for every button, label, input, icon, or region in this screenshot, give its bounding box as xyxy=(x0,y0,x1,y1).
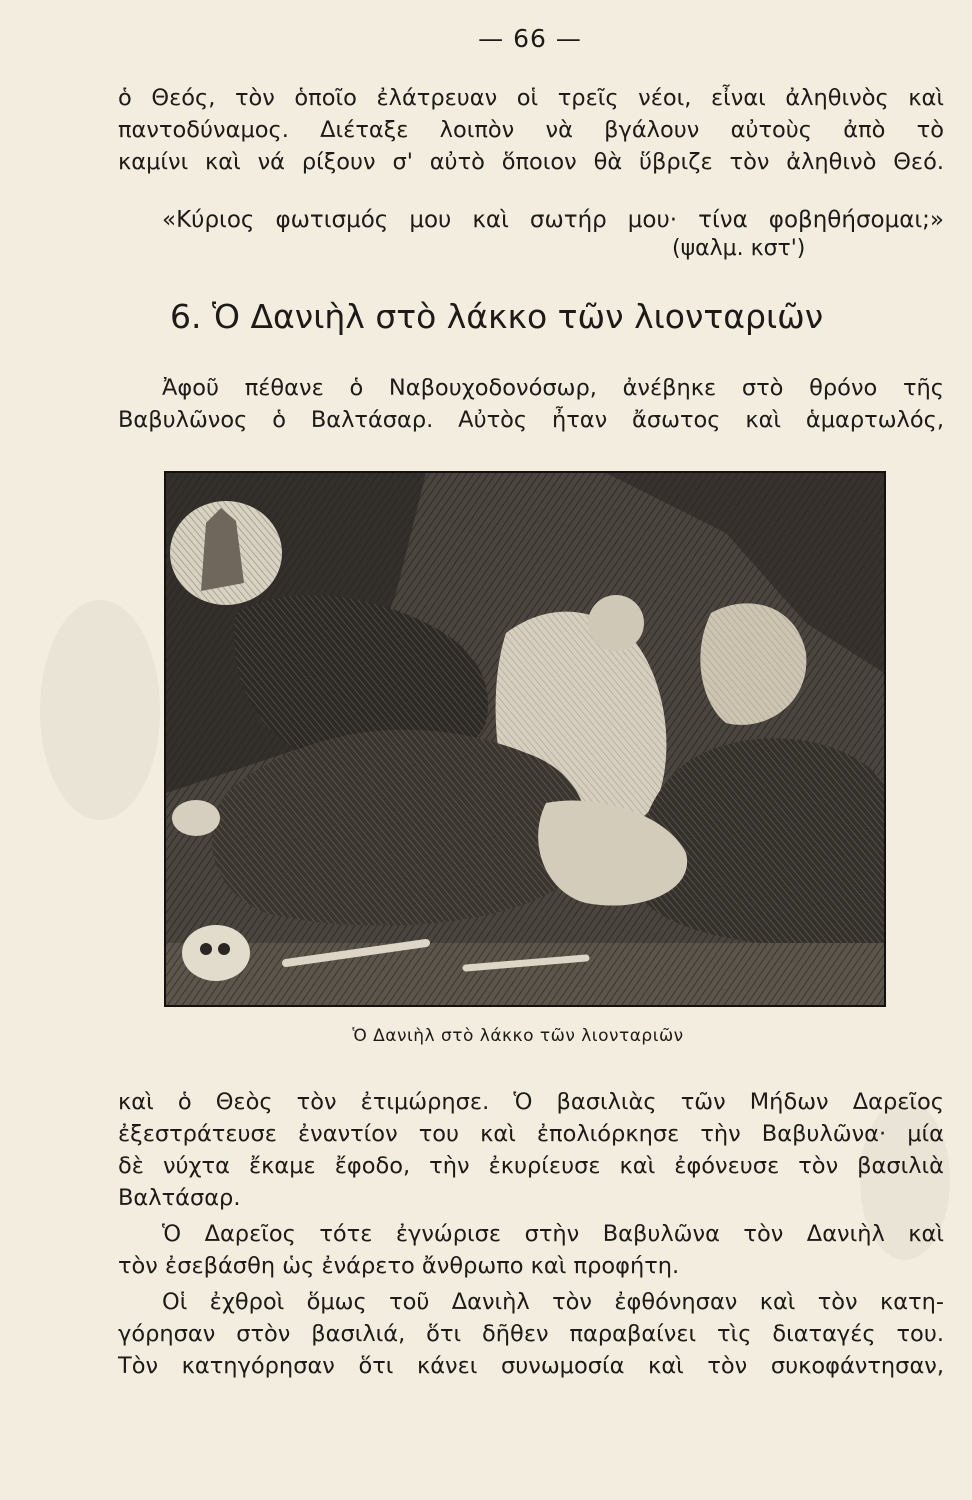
text-line: Ἀφοῦ πέθανε ὁ Ναβουχοδονόσωρ, ἀνέβηκε στὸ θρόνο τῆς xyxy=(162,375,944,401)
text-line: τὸν ἐσεβάσθη ὡς ἐνάρετο ἄνθρωπο καὶ προφήτη. xyxy=(118,1253,680,1279)
section-heading: 6. Ὁ Δανιὴλ στὸ λάκκο τῶν λιονταριῶν xyxy=(170,297,824,336)
text-line: δὲ νύχτα ἔκαμε ἔφοδο, τὴν ἐκυρίευσε καὶ ἐφόνευσε τὸν βασιλιὰ xyxy=(118,1153,944,1179)
text-line: ὁ Θεός, τὸν ὁποῖο ἐλάτρευαν οἱ τρεῖς νέοι, εἶναι ἀληθινὸς καὶ xyxy=(118,85,944,111)
text-line: καμίνι καὶ νά ρίξουν σ' αὐτὸ ὅποιον θὰ ὕβριζε τὸν ἀληθινὸ Θεό. xyxy=(118,149,944,175)
text-line: Τὸν κατηγόρησαν ὅτι κάνει συνωμοσία καὶ τὸν συκοφάντησαν, xyxy=(118,1353,944,1379)
illustration xyxy=(164,471,886,1007)
text-line: Οἱ ἐχθροὶ ὅμως τοῦ Δανιὴλ τὸν ἐφθόνησαν καὶ τὸν κατη- xyxy=(162,1289,944,1315)
text-line: Ὁ Δαρεῖος τότε ἐγνώρισε στὴν Βαβυλῶνα τὸν Δανιὴλ καὶ xyxy=(162,1221,944,1247)
psalm-quote: «Κύριος φωτισμός μου καὶ σωτήρ μου· τίνα φοβηθήσομαι;» xyxy=(162,207,944,233)
paragraph-2 xyxy=(118,1086,944,1214)
text-line: Βαβυλῶνος ὁ Βαλτάσαρ. Αὐτὸς ἦταν ἄσωτος καὶ ἁμαρτωλός, xyxy=(118,407,944,433)
text-line: καὶ ὁ Θεὸς τὸν ἐτιμώρησε. Ὁ βασιλιὰς τῶν Μήδων Δαρεῖος xyxy=(118,1089,944,1115)
paragraph-4 xyxy=(118,1286,944,1382)
text-line: παντοδύναμος. Διέταξε λοιπὸν νὰ βγάλουν αὐτοὺς ἀπὸ τὸ xyxy=(118,117,944,143)
text-line: ἐξεστράτευσε ἐναντίον του καὶ ἐπολιόρκησε τὴν Βαβυλῶνα· μία xyxy=(118,1121,944,1147)
paragraph-3 xyxy=(118,1218,944,1282)
paper-stain xyxy=(40,600,160,820)
page-number: — 66 — xyxy=(478,24,582,53)
skull-icon xyxy=(172,800,220,836)
intro-paragraph xyxy=(118,372,944,436)
text-line: Βαλτάσαρ. xyxy=(118,1185,241,1211)
lions-den-engraving xyxy=(166,473,884,1005)
figure-caption: Ὁ Δανιὴλ στὸ λάκκο τῶν λιονταριῶν xyxy=(352,1026,684,1046)
quote-block xyxy=(118,204,944,236)
psalm-reference: (ψαλμ. κστ') xyxy=(672,236,806,261)
text-line: γόρησαν στὸν βασιλιά, ὅτι δῆθεν παραβαίνει τὶς διαταγές του. xyxy=(118,1321,944,1347)
top-paragraph xyxy=(118,82,944,178)
daniel-head xyxy=(588,595,644,651)
skull-icon xyxy=(182,925,250,981)
